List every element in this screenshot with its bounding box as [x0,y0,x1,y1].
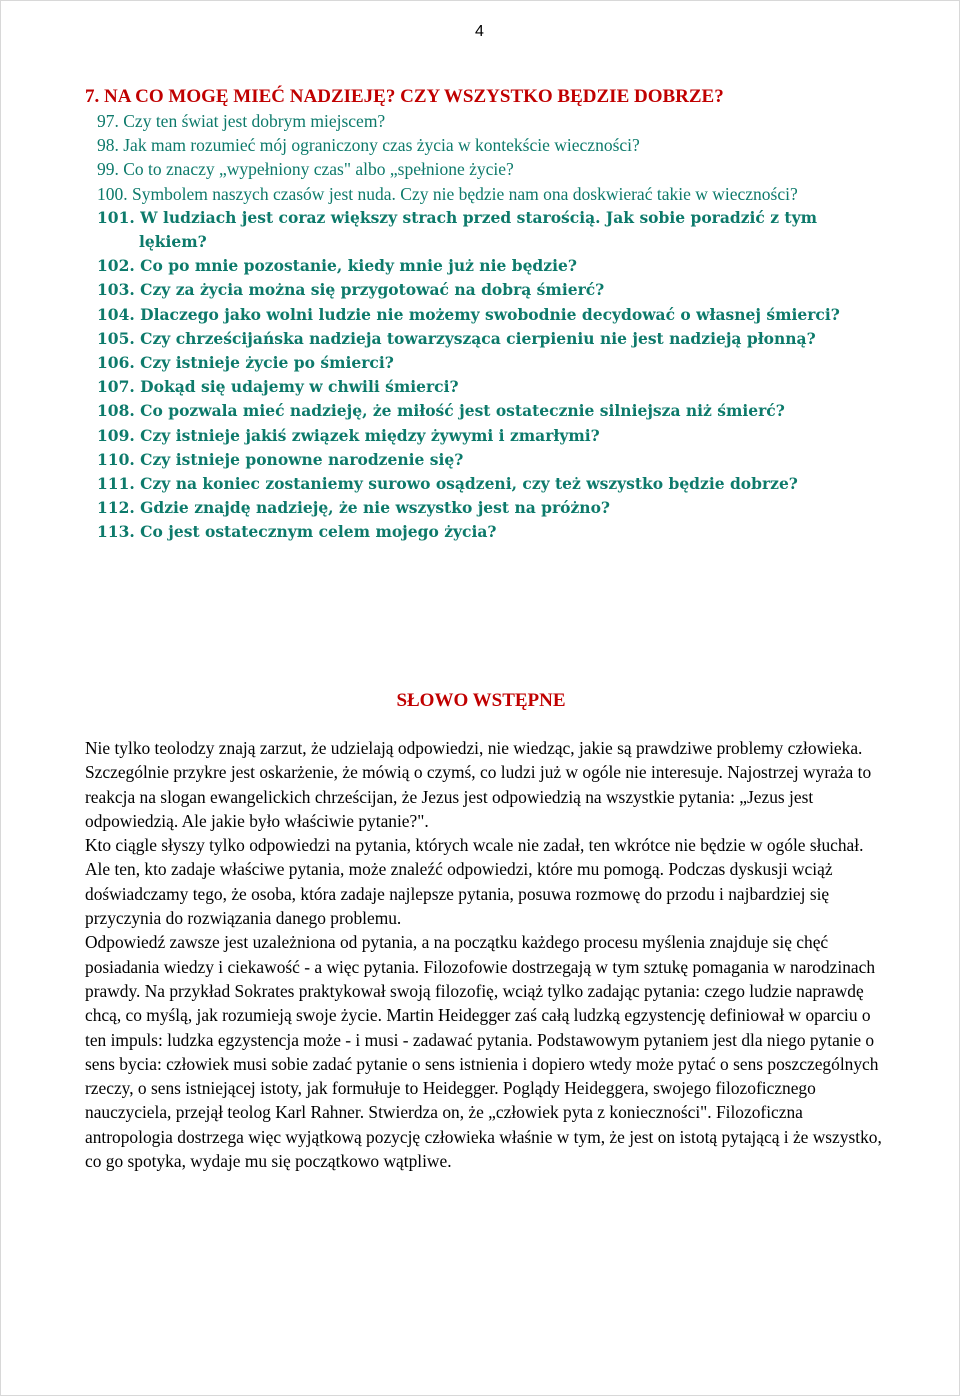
list-item [97,399,857,423]
list-item [97,375,857,399]
list-item [97,327,857,351]
question-text: Czy istnieje ponowne narodzenie się? [140,449,464,469]
question-text: Gdzie znajdę nadzieję, że nie wszystko jest na próżno? [140,498,610,518]
section-title: SŁOWO WSTĘPNE [396,690,566,711]
question-text: Co po mnie pozostanie, kiedy mnie już nie będzie? [140,256,577,276]
list-item [97,278,857,302]
question-text: Co jest ostatecznym celem mojego życia? [140,522,497,542]
body-text [85,736,885,1173]
question-number: 107. [97,377,135,397]
question-number: 105. [97,328,135,348]
list-item [97,496,857,520]
question-text: Czy chrześcijańska nadzieja towarzysząca cierpieniu nie jest nadzieją płonną? [140,328,816,348]
question-text: Co to znaczy „wypełniony czas" albo „spełnione życie? [123,159,514,180]
question-number: 109. [97,425,135,445]
question-number: 101. [97,207,135,227]
question-text: Dokąd się udajemy w chwili śmierci? [140,377,459,397]
question-number: 111. [97,474,135,494]
list-item [97,109,857,133]
list-item [97,520,857,544]
list-item [97,303,857,327]
question-text: Jak mam rozumieć mój ograniczony czas życia w kontekście wieczności? [123,135,640,156]
paragraph: Nie tylko teolodzy znają zarzut, że udzielają odpowiedzi, nie wiedząc, jakie są prawdziwe problemy człowieka. Szczególnie przykre jest oskarżenie, że mówią o czymś, co ludzi już w ogóle nie interesuje. Najostrzej wyraża to reakcja na slogan ewangelickich chrześcijan, że Jezus jest odpowiedzią na wszystkie pytania: „Jezus jest odpowiedzią. Ale jakie było właściwie pytanie?". [85,738,872,831]
list-item [97,206,857,254]
list-item [97,182,857,206]
question-number: 108. [97,401,135,421]
paragraph: Odpowiedź zawsze jest uzależniona od pytania, a na początku każdego procesu myślenia znajduje się chęć posiadania wiedzy i ciekawość - a więc pytania. Filozofowie dostrzegają w tym sztukę pomagania w narodzinach prawdy. Na przykład Sokrates praktykował swoją filozofię, wciąż tylko zadając pytania: czego ludzie naprawdę chcą, co myślą, jak rozumieją swoje życie. Martin Heidegger zaś całą ludzką egzystencję definiował w oparciu o ten impuls: ludzka egzystencja może - i musi - zadawać pytania. Podstawowym pytaniem jest dla niego pytanie o sens bycia: człowiek musi sobie zadać pytanie o sens istnienia i dopiero wtedy może pytać o sens poszczególnych rzeczy, o sens istniejącej istoty, jak formułuje to Heidegger. Poglądy Heideggera, swojego filozoficznego nauczyciela, przejął teolog Karl Rahner. Stwierdza on, że „człowiek pyta z konieczności". Filozoficzna antropologia dostrzega więc wyjątkową pozycję człowieka właśnie w tym, że jest on istotą pytającą i że wszystko, co go spotyka, wydaje mu się początkowo wątpliwe. [85,932,882,1172]
question-number: 98. [97,135,119,156]
chapter-heading: 7. NA CO MOGĘ MIEĆ NADZIEJĘ? CZY WSZYSTKO BĘDZIE DOBRZE? [85,86,724,107]
question-text: Symbolem naszych czasów jest nuda. Czy nie będzie nam ona doskwierać takie w wieczności? [132,183,798,204]
question-number: 104. [97,304,135,324]
question-number: 112. [97,498,135,518]
question-text: Czy ten świat jest dobrym miejscem? [123,111,386,131]
question-text: Czy za życia można się przygotować na dobrą śmierć? [140,280,605,300]
question-number: 103. [97,280,135,300]
question-text: Czy istnieje życie po śmierci? [140,353,394,373]
question-number: 97. [97,111,119,131]
list-item [97,351,857,375]
paragraph: Kto ciągle słyszy tylko odpowiedzi na pytania, których wcale nie zadał, ten wkrótce nie będzie w ogóle słuchał. Ale ten, kto zadaje właściwe pytania, może znaleźć odpowiedzi, które mu pomogą. Podczas dyskusji wciąż doświadczamy tego, że osoba, która zadaje najlepsze pytania, posuwa rozmowę do przodu i najbardziej się przyczynia do rozwiązania danego problemu. [85,835,864,929]
question-text: W ludziach jest coraz większy strach przed starością. Jak sobie poradzić z tym lękiem? [139,207,818,252]
list-item [97,133,857,157]
question-text: Czy na koniec zostaniemy surowo osądzeni, czy też wszystko będzie dobrze? [140,474,798,494]
question-number: 110. [97,449,135,469]
question-text: Co pozwala mieć nadzieję, że miłość jest ostatecznie silniejsza niż śmierć? [140,401,785,421]
list-item [97,448,857,472]
question-number: 100. [97,183,128,204]
question-number: 106. [97,353,135,373]
list-item [97,472,857,496]
list-item [97,424,857,448]
question-text: Czy istnieje jakiś związek między żywymi i zmarłymi? [140,425,600,445]
list-item [97,254,857,278]
list-item [97,157,857,181]
page-number: 4 [475,23,484,40]
question-number: 113. [97,522,135,542]
question-list [97,109,857,545]
question-text: Dlaczego jako wolni ludzie nie możemy swobodnie decydować o własnej śmierci? [140,304,840,324]
question-number: 99. [97,159,119,180]
question-number: 102. [97,256,135,276]
